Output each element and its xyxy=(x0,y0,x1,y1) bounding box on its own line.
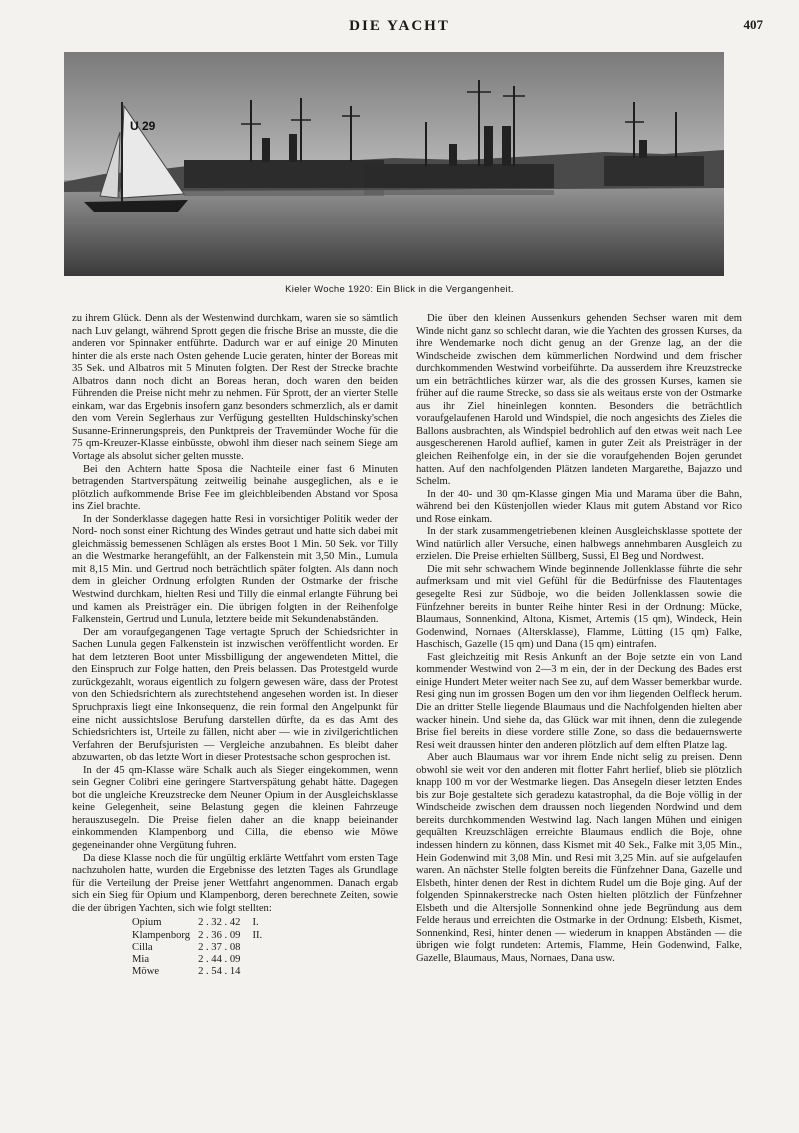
corrected-time: 2 . 32 . 42 xyxy=(198,917,241,929)
left-column xyxy=(72,313,398,979)
placing xyxy=(248,942,270,954)
table-row xyxy=(132,942,270,954)
corrected-time: 2 . 54 . 14 xyxy=(198,966,241,978)
journal-title: DIE YACHT xyxy=(349,18,450,34)
yacht-name: Klampenborg xyxy=(132,929,191,941)
table-row xyxy=(132,930,270,942)
table-row xyxy=(132,917,270,929)
right-column xyxy=(416,313,742,965)
placing: I. xyxy=(252,917,259,929)
corrected-time: 2 . 44 . 09 xyxy=(198,954,241,966)
table-row xyxy=(132,966,270,978)
yacht-name: Cilla xyxy=(132,941,153,953)
yacht-name: Opium xyxy=(132,917,162,929)
results-table xyxy=(132,917,270,978)
paragraph: In der 45 qm-Klasse wäre Schalk auch als Sieger eingekommen, wenn sein Gegner Colibri eine geringere Startverspätung gehabt hätte. Dagegen bot die ungleiche Kreuzstrecke dem Neuner Opium in der Ausgleichsklasse keine Gelegenheit, seine Belastung gegen die kleinen Fahrzeuge herauszusegeln. Die Preise fielen daher an die knapp beieinander einkommenden Klampenborg und Cilla, die ebenso wie Möwe gegeneinander ohne Vergütung fuhren. xyxy=(72,764,398,851)
page-number: 407 xyxy=(743,17,763,32)
table-row xyxy=(132,954,270,966)
corrected-time: 2 . 37 . 08 xyxy=(198,941,241,953)
paragraph: In der stark zusammengetriebenen kleinen Ausgleichsklasse spottete der Wind natürlich aller Versuche, einen halbwegs annehmbaren Ausgleich zu erzielen. Die Preise erhielten Süllberg, Sussi, El Beg und Nordwest. xyxy=(416,526,742,563)
paragraph: Aber auch Blaumaus war vor ihrem Ende nicht selig zu preisen. Denn obwohl sie weit vor den anderen mit flotter Fahrt herlief, blieb sie plötzlich knapp 100 m vor der Westmarke liegen. Das Ansegeln dieser letzten Endes bis zur Boje gestaltete sich geradezu katastrophal, da die Boje völlig in der Windscheide zwischen dem draussen noch liegenden Nordwind und dem bereits durchkommenden Westwind lag. Nach langen Mühen und einigen gequälten Kreuzschlägen erreichte Blaumaus endlich die Boje, ohne indessen hindern zu können, dass Kismet mit 40 Sek., Falke mit 3,05 Min., Hein Godenwind mit 3,08 Min. und Resi mit 3,25 Min. auf sie aufgelaufen waren. An nächster Stelle folgten bereits die Fünfzehner Dana, Gazelle und Elsbeth, hinter denen der Rest in dichtem Rudel um die Boje ging. Auf der folgenden Spinnakerstrecke nach Osten hielten plötzlich der Fünfzehner Elsbeth und die Altersjolle Sonnenkind ohne jede Begründung aus dem Felde heraus und erreichten die Ostmarke in der Ordnung: Elsbeth, Kismet, Sonnenkind, Resi, hinter denen — wiederum in knappen Abständen — die übrigen wie folgt rundeten: Artemis, Flamme, Hein Godenwind, Falke, Gazelle, Blaumaus, Maus, Nornaes, Dana usw. xyxy=(416,752,742,964)
placing xyxy=(248,966,270,978)
paragraph: zu ihrem Glück. Denn als der Westenwind durchkam, waren sie so sämtlich nach Luv gelangt, während Sprott gegen die frische Brise an musste, die die anderen vor Spinnaker entführte. Dadurch war er auf einige 20 Minuten hinter die als erste nach Osten gehende Lucie geraten, hinter der Boreas mit 35 Sek. und Albatros mit 5 Minuten folgten. Der Rest der Strecke brachte Albatros dann noch dicht an Boreas heran, doch waren den beiden Führenden die Preise nicht mehr zu nehmen. Für Sprott, der an vierter Stelle einkam, war das Ergebnis insofern ganz besonders schmerzlich, als er damit den vom Verein Seglerhaus zur Verfügung gestellten Huldschinsky'schen Susanne-Erinnerungspreis, den Punktpreis der Travemünder Woche für die 75 qm-Kreuzer-Klasse einbüsste, obwohl ihm dieser nach seinem Siege am Vortage als absolut sicher gelten musste. xyxy=(72,313,398,463)
corrected-time: 2 . 36 . 09 xyxy=(198,929,241,941)
yacht-name: Mia xyxy=(132,954,150,966)
placing: II. xyxy=(252,929,263,941)
paragraph: Bei den Achtern hatte Sposa die Nachteile einer fast 6 Minuten betragenden Startverspätung zeitweilig beinahe ausgeglichen, als e ie plötzlich aufkommende Brise Fee im gleichbleibenden Abstand vor Sposa ins Ziel brachte. xyxy=(72,463,398,513)
placing xyxy=(248,954,270,966)
paragraph: Die mit sehr schwachem Winde beginnende Jollenklasse führte die sehr aufmerksam und mit viel Gefühl für die Bedürfnisse des Flautentages gesegelte Resi zur Südboje, wo die beiden Jollenklassen sowie die Fünfzehner bereits in bunter Reihe hinter Resi in der Ordnung: Mücke, Blaumaus, Sonnenkind, Altona, Kismet, Artemis (15 qm), Windeck, Hein Godenwind, Nornaes (Altersklasse), Flamme, Lütting (15 qm) Falke, Haschisch, Gazelle (15 qm) und Dana (15 qm) eintrafen. xyxy=(416,563,742,651)
paragraph: In der Sonderklasse dagegen hatte Resi in vorsichtiger Politik weder der Nord- noch sonst einer Richtung des Windes getraut und hatte sich dabei mit gleichmässig bemessenen Schlägen als erstes Boot 1 Min. 50 Sek. vor Tilly an die Westmarke herangefühlt, an der Falkenstein mit 3,50 Min., Lumula mit 8,15 Min. und Gertrud noch beträchtlich später folgten. Als dann noch dem in gleicher Ordnung erfolgten Runden der Ostmarke der frische Westwind durchkam, hielten Resi und Tilly die einmal erlangte Führung bei und kamen als Preisträger ein. Die übrigen folgten in der Reihenfolge Falkenstein, Gertrud und Lunula, letztere beide mit Sekundenabständen. xyxy=(72,513,398,626)
paragraph: Der am voraufgegangenen Tage vertagte Spruch der Schiedsrichter in Sachen Lunula gegen Falkenstein ist inzwischen veröffentlicht worden. Er hat dem letzteren Boot unter Missbilligung der angewendeten Mittel, die den Einspruch zur Folge hatten, den Preis belassen. Das Protestgeld wurde zurückgezahlt, woraus eigentlich zu folgern gewesen wäre, dass der Protest von den Schiedsrichtern als zurechtstehend angesehen worden ist. In dieser Spruchpraxis liegt eine Inkonsequenz, die rein formal den Angelpunkt für eine nicht aussichtslose Berufung darstellen dürfte, da es das Amt des Schiedsrichters ist, Urteile zu fällen, nicht aber — wie in zivilgerichtlichen Verfahren der Berufsjuristen — Vergleiche anzubahnen. Es bleibt daher abzuwarten, ob das letzte Wort in dieser Protestsache schon gesprochen ist. xyxy=(72,626,398,764)
paragraph: Fast gleichzeitig mit Resis Ankunft an der Boje setzte ein von Land kommender Westwind von 2—3 m ein, der in der Deckung des Bades erst einige Hundert Meter weiter nach See zu, auf dem Wasser bemerkbar wurde. Resi ging nun im grossen Bogen um den vor ihm liegenden Oelfleck herum. Die an dritter Stelle liegende Blaumaus und die Nachfolgenden hielten aber wacker hinein. Und siehe da, das Glück war mit ihnen, denn die zulegende Brise fiel bereits in diese vordere stille Zone, so dass die bedauernswerte Resi weit draussen hinter den anderen plötzlich auf dem elften Platze lag. xyxy=(416,651,742,751)
yacht-name: Möwe xyxy=(132,966,160,978)
photo-caption: Kieler Woche 1920: Ein Blick in die Vergangenheit. xyxy=(285,284,514,295)
harbor-photo xyxy=(64,52,724,276)
paragraph: Da diese Klasse noch die für ungültig erklärte Wettfahrt vom ersten Tage nachzuholen hatte, wurden die Ergebnisse des letzten Tages als Grundlage für die Verteilung der Preise jener Wettfahrt angenommen. Danach ergab sich ein Sieg für Opium und Klampenborg, deren berechnete Zeiten, sowie die der übrigen Yachten, sich wie folgt stellten: xyxy=(72,852,398,914)
paragraph: Die über den kleinen Aussenkurs gehenden Sechser waren mit dem Winde nicht ganz so schlecht daran, wie die Yachten des grossen Kurses, da ihre Wendemarke noch dicht genug an der Grenze lag, an der die Windscheide zwischen dem kümmerlichen Nordwind und dem frischer durchkommenden Westwind vorbeiführte. Da ausserdem ihre Kreuzstrecke um ein beträchtliches kürzer war, als die des grossen Kurses, kamen sie früher auf die raume Strecke, so dass sie als weitaus erste von der Ostmarke aus ihr Ziel hineinlegen konnten. Besonders die beträchtlich voraufgelaufenen Harold und Windspiel, die noch angesichts des Zieles die Ballons ausbrachten, als Windspiel bedrohlich auf den etwas weit nach Lee ausgescherenen Harold auflief, kamen in guter Zeit als Preisträger in der gleichen Reihenfolge ein, in der sie die voraufgehenden Bojen gerundet hatten. Auf den nachfolgenden Plätzen landeten Margarethe, Bajazzo und Schelm. xyxy=(416,313,742,488)
paragraph: In der 40- und 30 qm-Klasse gingen Mia und Marama über die Bahn, während bei den Küstenjollen wieder Klaus mit gutem Abstand vor Rico und Rose einkam. xyxy=(416,488,742,525)
sail-number: U 29 xyxy=(130,119,156,133)
